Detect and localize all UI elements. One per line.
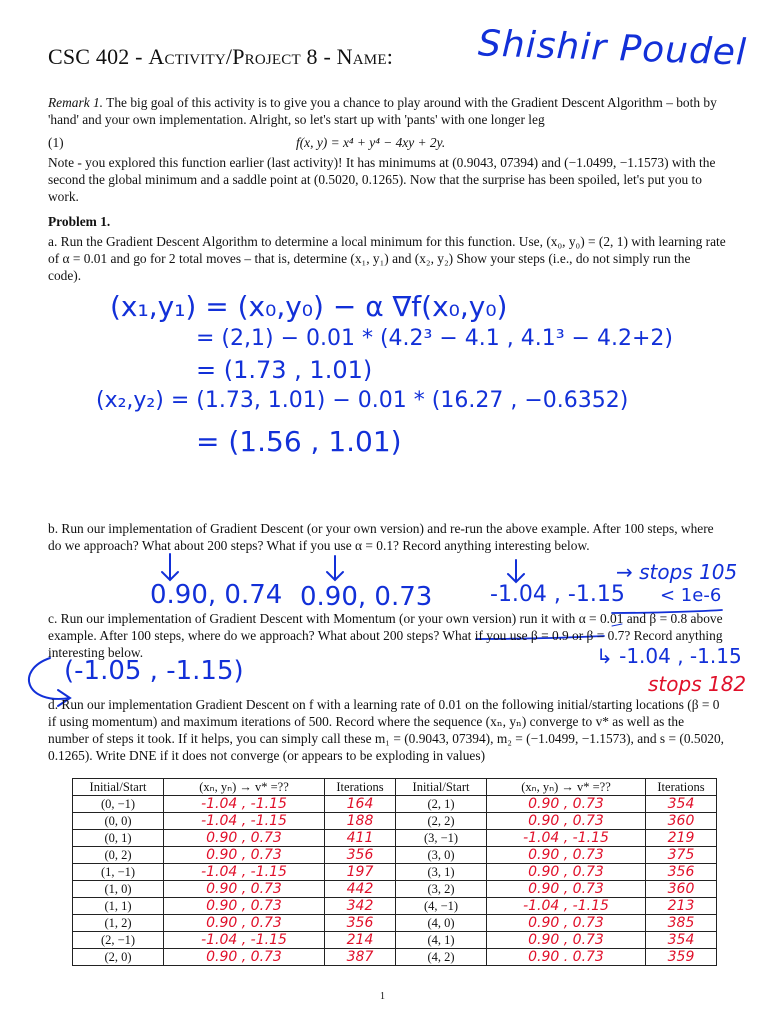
cell-converge-2: 0.90 , 0.73: [487, 915, 646, 932]
remark-text: The big goal of this activity is to give you a chance to play around with the Gradient Descent Algorithm – both by 'hand' and your own implementation. Alright, so let's start up with 'pants' with one longer leg: [48, 95, 717, 127]
header-initial-start: Initial/Start: [73, 779, 164, 796]
cell-initial-start: (2, 0): [73, 949, 164, 966]
page-number: 1: [380, 991, 385, 1002]
cell-initial-start: (0, 2): [73, 847, 164, 864]
remark-label: Remark 1.: [48, 95, 104, 110]
cell-iterations: 387: [325, 949, 396, 966]
cell-initial-start: (1, −1): [73, 864, 164, 881]
cell-initial-start-2: (2, 2): [396, 813, 487, 830]
cell-converge-2: 0.90 , 0.73: [487, 847, 646, 864]
cell-initial-start-2: (4, 1): [396, 932, 487, 949]
cell-converge-2: -1.04 , -1.15: [487, 830, 646, 847]
cell-iterations: 197: [325, 864, 396, 881]
hw-a-line3: = (1.73 , 1.01): [196, 356, 373, 384]
table-row: [73, 898, 717, 915]
cell-iterations-2: 354: [646, 932, 717, 949]
cell-initial-start: (1, 0): [73, 881, 164, 898]
cell-converge-2: 0.90 , 0.73: [487, 881, 646, 898]
cell-iterations-2: 354: [646, 796, 717, 813]
hw-b-200: 0.90, 0.73: [300, 582, 433, 612]
cell-iterations: 214: [325, 932, 396, 949]
hw-c-r2: ↳ -1.04 , -1.15: [596, 644, 742, 668]
cell-iterations: 188: [325, 813, 396, 830]
table-row: [73, 881, 717, 898]
table-row: [73, 915, 717, 932]
header-initial-start-2: Initial/Start: [396, 779, 487, 796]
cell-iterations-2: 213: [646, 898, 717, 915]
table-row: [73, 864, 717, 881]
cell-iterations: 164: [325, 796, 396, 813]
table-row: [73, 796, 717, 813]
hw-a-line2: = (2,1) − 0.01 * (4.2³ − 4.1 , 4.1³ − 4.2+2): [196, 326, 673, 351]
hw-b-100: 0.90, 0.74: [150, 580, 283, 610]
handwritten-name: Shishir Poudel: [477, 23, 748, 74]
cell-converge: 0.90 , 0.73: [164, 915, 325, 932]
table-body: [73, 796, 717, 966]
part-a: a. Run the Gradient Descent Algorithm to determine a local minimum for this function. Use, (x₀, y₀) = (2, 1) with learning rate of α = 0.01 and go for 2 total moves – that is, determine (x₁, y₁) and (x₂, y₂) Show your steps (i.e., do not simply run the code).: [48, 234, 726, 283]
cell-converge-2: 0.90 , 0.73: [487, 932, 646, 949]
cell-converge: -1.04 , -1.15: [164, 813, 325, 830]
cell-initial-start-2: (4, 0): [396, 915, 487, 932]
results-table: [72, 778, 717, 966]
cell-initial-start: (2, −1): [73, 932, 164, 949]
header-iterations: Iterations: [325, 779, 396, 796]
cell-iterations-2: 356: [646, 864, 717, 881]
cell-converge-2: 0.90 . 0.73: [487, 949, 646, 966]
part-d: d. Run our implementation Gradient Descent on f with a learning rate of 0.01 on the following initial/starting locations (β = 0 if using momentum) and maximum iterations of 500. Record where the sequence (xₙ, yₙ) converge to v* as well as the number of steps it took. If it helps, you can simply call these m₁ = (0.9043, 07394), m₂ = (−1.0499, −1.1573), and s = (0.5020, 0.1265). Write DNE if it does not converge (or appears to be exploding in values): [48, 697, 724, 763]
cell-iterations-2: 360: [646, 813, 717, 830]
title-activity: Activity/Project 8 - Name:: [148, 44, 394, 69]
title-course: CSC 402 -: [48, 44, 149, 69]
equation: f(x, y) = x⁴ + y⁴ − 4xy + 2y.: [296, 135, 446, 150]
hw-a-line1: (x₁,y₁) = (x₀,y₀) − α ∇f(x₀,y₀): [110, 290, 508, 323]
cell-initial-start-2: (3, 2): [396, 881, 487, 898]
cell-converge: -1.04 , -1.15: [164, 796, 325, 813]
table-row: [73, 932, 717, 949]
cell-converge-2: 0.90 , 0.73: [487, 813, 646, 830]
part-c: c. Run our implementation of Gradient Descent with Momentum (or your own version) run it with α = 0.01 and β = 0.8 above example. After 100 steps, where do we approach? What about 200 steps? What if you use β = 0.9 or β = 0.7? Record anything interesting below.: [48, 611, 723, 660]
cell-initial-start: (0, −1): [73, 796, 164, 813]
cell-initial-start: (1, 1): [73, 898, 164, 915]
table-row: [73, 830, 717, 847]
header-converge: (xₙ, yₙ) → v* =??: [164, 779, 325, 796]
cell-converge: -1.04 , -1.15: [164, 932, 325, 949]
cell-iterations: 442: [325, 881, 396, 898]
cell-converge: 0.90 , 0.73: [164, 949, 325, 966]
table-row: [73, 949, 717, 966]
hw-a-line4: (x₂,y₂) = (1.73, 1.01) − 0.01 * (16.27 , −0.6352): [96, 388, 629, 413]
cell-converge: 0.90 , 0.73: [164, 830, 325, 847]
hw-a-line5: = (1.56 , 1.01): [196, 425, 402, 458]
hw-b-note1: → stops 105: [616, 560, 738, 584]
hw-c-r3: stops 182: [648, 672, 747, 696]
cell-converge: 0.90 , 0.73: [164, 881, 325, 898]
table-row: [73, 847, 717, 864]
cell-converge: 0.90 , 0.73: [164, 847, 325, 864]
table-header-row: [73, 779, 717, 796]
hw-b-note2: < 1e-6: [660, 585, 722, 606]
cell-converge: -1.04 , -1.15: [164, 864, 325, 881]
header-converge-2: (xₙ, yₙ) → v* =??: [487, 779, 646, 796]
cell-initial-start-2: (4, 2): [396, 949, 487, 966]
equation-number: (1): [48, 135, 64, 150]
cell-initial-start-2: (3, −1): [396, 830, 487, 847]
cell-iterations-2: 219: [646, 830, 717, 847]
cell-initial-start-2: (3, 1): [396, 864, 487, 881]
part-b: b. Run our implementation of Gradient Descent (or your own version) and re-run the above example. After 100 steps, where do we approach? What about 200 steps? What if you use α = 0.1? Record anything interesting below.: [48, 521, 714, 553]
cell-converge-2: -1.04 , -1.15: [487, 898, 646, 915]
problem-heading: Problem 1.: [48, 214, 111, 229]
cell-initial-start: (0, 1): [73, 830, 164, 847]
hw-b-alpha: -1.04 , -1.15: [490, 582, 625, 607]
cell-converge: 0.90 , 0.73: [164, 898, 325, 915]
cell-iterations: 342: [325, 898, 396, 915]
header-iterations-2: Iterations: [646, 779, 717, 796]
hw-c-r1: (-1.05 , -1.15): [64, 656, 244, 686]
table-row: [73, 813, 717, 830]
cell-iterations-2: 359: [646, 949, 717, 966]
cell-iterations-2: 360: [646, 881, 717, 898]
results-table-wrapper: [72, 778, 717, 966]
cell-initial-start: (1, 2): [73, 915, 164, 932]
cell-initial-start-2: (3, 0): [396, 847, 487, 864]
cell-initial-start: (0, 0): [73, 813, 164, 830]
cell-iterations-2: 375: [646, 847, 717, 864]
cell-converge-2: 0.90 , 0.73: [487, 796, 646, 813]
cell-iterations: 356: [325, 847, 396, 864]
cell-converge-2: 0.90 , 0.73: [487, 864, 646, 881]
cell-iterations: 411: [325, 830, 396, 847]
note-paragraph: Note - you explored this function earlier (last activity)! It has minimums at (0.9043, 07394) and (−1.0499, −1.1573) with the second the global minimum and a saddle point at (0.5020, 0.1265). Now that the surprise has been spoiled, let's put you to work.: [48, 155, 716, 204]
cell-iterations: 356: [325, 915, 396, 932]
cell-initial-start-2: (4, −1): [396, 898, 487, 915]
cell-iterations-2: 385: [646, 915, 717, 932]
cell-initial-start-2: (2, 1): [396, 796, 487, 813]
